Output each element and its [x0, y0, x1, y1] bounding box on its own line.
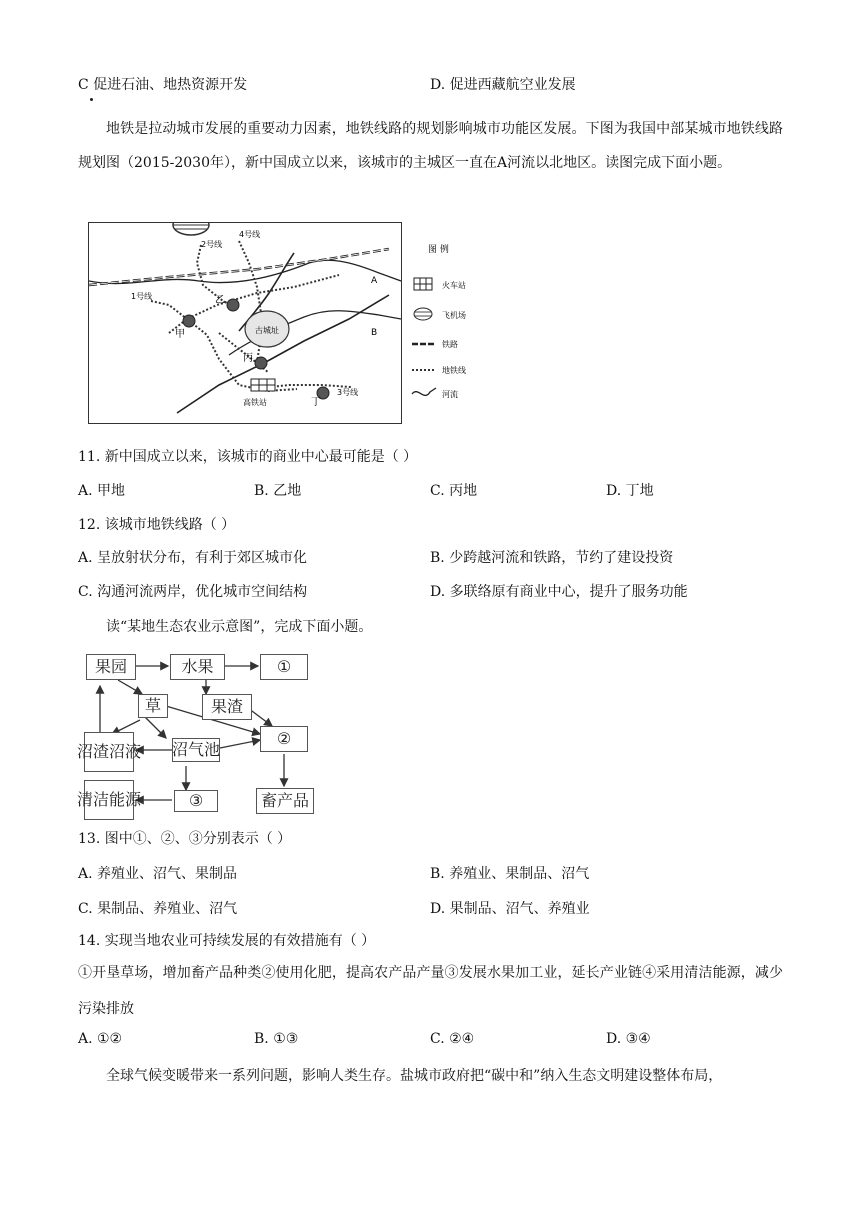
bullet-dot	[90, 98, 93, 101]
q12-stem: 12. 该城市地铁线路（ ）	[78, 517, 236, 533]
label-yi: 乙	[215, 295, 225, 306]
q13-option-b: B. 养殖业、果制品、沼气	[430, 866, 590, 882]
label-river-a: A	[371, 276, 378, 286]
node-blank-1: ①	[260, 654, 308, 680]
map-legend	[404, 222, 484, 422]
node-fruit-residue: 果渣	[202, 694, 252, 720]
legend-railway: 铁路	[442, 340, 458, 349]
q11-option-d: D. 丁地	[606, 483, 654, 499]
q13-option-c: C. 果制品、养殖业、沼气	[78, 901, 238, 917]
intro-paragraph-carbon: 全球气候变暖带来一系列问题，影响人类生存。盐城市政府把“碳中和”纳入生态文明建设整体布局，	[106, 1068, 723, 1084]
metro-map	[88, 222, 402, 424]
q11-option-b: B. 乙地	[254, 483, 302, 499]
label-bing: 丙	[243, 353, 253, 364]
label-ding: 丁	[311, 397, 321, 408]
q13-stem: 13. 图中①、②、③分别表示（ ）	[78, 831, 292, 847]
legend-river: 河流	[442, 390, 458, 399]
node-fruit: 水果	[170, 654, 225, 680]
q11-stem: 11. 新中国成立以来，该城市的商业中心最可能是（ ）	[78, 449, 418, 465]
node-blank-2: ②	[260, 726, 308, 752]
node-blank-3: ③	[174, 790, 218, 812]
q14-option-c: C. ②④	[430, 1031, 475, 1047]
legend-metro: 地铁线	[442, 366, 466, 375]
metro-map-svg	[89, 223, 401, 423]
q12-option-c: C. 沟通河流两岸，优化城市空间结构	[78, 584, 308, 600]
legend-river-icon	[412, 388, 436, 395]
station-jia	[183, 315, 195, 327]
node-biogas-residue: 沼渣沼液	[84, 732, 134, 772]
node-orchard: 果园	[86, 654, 136, 680]
label-line-2: 2号线	[201, 240, 223, 249]
q12-option-a: A. 呈放射状分布，有利于郊区城市化	[78, 550, 308, 566]
station-bing	[255, 357, 267, 369]
label-river-b: B	[371, 328, 378, 338]
q11-option-c: C. 丙地	[430, 483, 478, 499]
q13-option-d: D. 果制品、沼气、养殖业	[430, 901, 590, 917]
railway-north	[89, 249, 389, 285]
intro-paragraph-eco: 读“某地生态农业示意图”，完成下面小题。	[106, 619, 373, 635]
node-clean-energy: 清洁能源	[84, 780, 134, 820]
q13-option-a: A. 养殖业、沼气、果制品	[78, 866, 238, 882]
option-d-prev: D. 促进西藏航空业发展	[430, 77, 576, 93]
legend-title: 图 例	[428, 245, 449, 255]
q14-stem: 14. 实现当地农业可持续发展的有效措施有（ ）	[78, 933, 376, 949]
option-c-prev: C 促进石油、地热资源开发	[78, 77, 248, 93]
label-line-1: 1号线	[131, 292, 153, 301]
station-yi	[227, 299, 239, 311]
eco-flow-diagram	[77, 650, 330, 820]
node-grass: 草	[138, 694, 168, 718]
label-line-3: 3号线	[337, 388, 359, 397]
q14-option-a: A. ①②	[78, 1031, 123, 1047]
q12-option-d: D. 多联络原有商业中心，提升了服务功能	[430, 584, 688, 600]
label-old-city: 古城址	[255, 326, 279, 335]
q12-option-b: B. 少跨越河流和铁路，节约了建设投资	[430, 550, 674, 566]
node-livestock-products: 畜产品	[256, 788, 314, 814]
label-line-4: 4号线	[239, 230, 261, 239]
label-jia: 甲	[175, 329, 185, 340]
q14-option-b: B. ①③	[254, 1031, 299, 1047]
legend-airport: 飞机场	[442, 311, 466, 320]
intro-paragraph-metro: 地铁是拉动城市发展的重要动力因素，地铁线路的规划影响城市功能区发展。下图为我国中部某城市地铁线路规划图（2015-2030年），新中国成立以来，该城市的主城区一直在A河流以北地区。读图完成下面小题。	[78, 121, 783, 171]
q11-option-a: A. 甲地	[78, 483, 126, 499]
legend-airport-icon	[414, 308, 432, 320]
q14-option-d: D. ③④	[606, 1031, 651, 1047]
node-biogas-digester: 沼气池	[172, 738, 220, 762]
q14-body: ①开垦草场，增加畜产品种类②使用化肥，提高农产品产量③发展水果加工业，延长产业链④采用清洁能源，减少污染排放	[78, 965, 783, 1017]
legend-railway-station: 火车站	[442, 281, 466, 290]
label-hsr-station: 高铁站	[243, 398, 267, 407]
